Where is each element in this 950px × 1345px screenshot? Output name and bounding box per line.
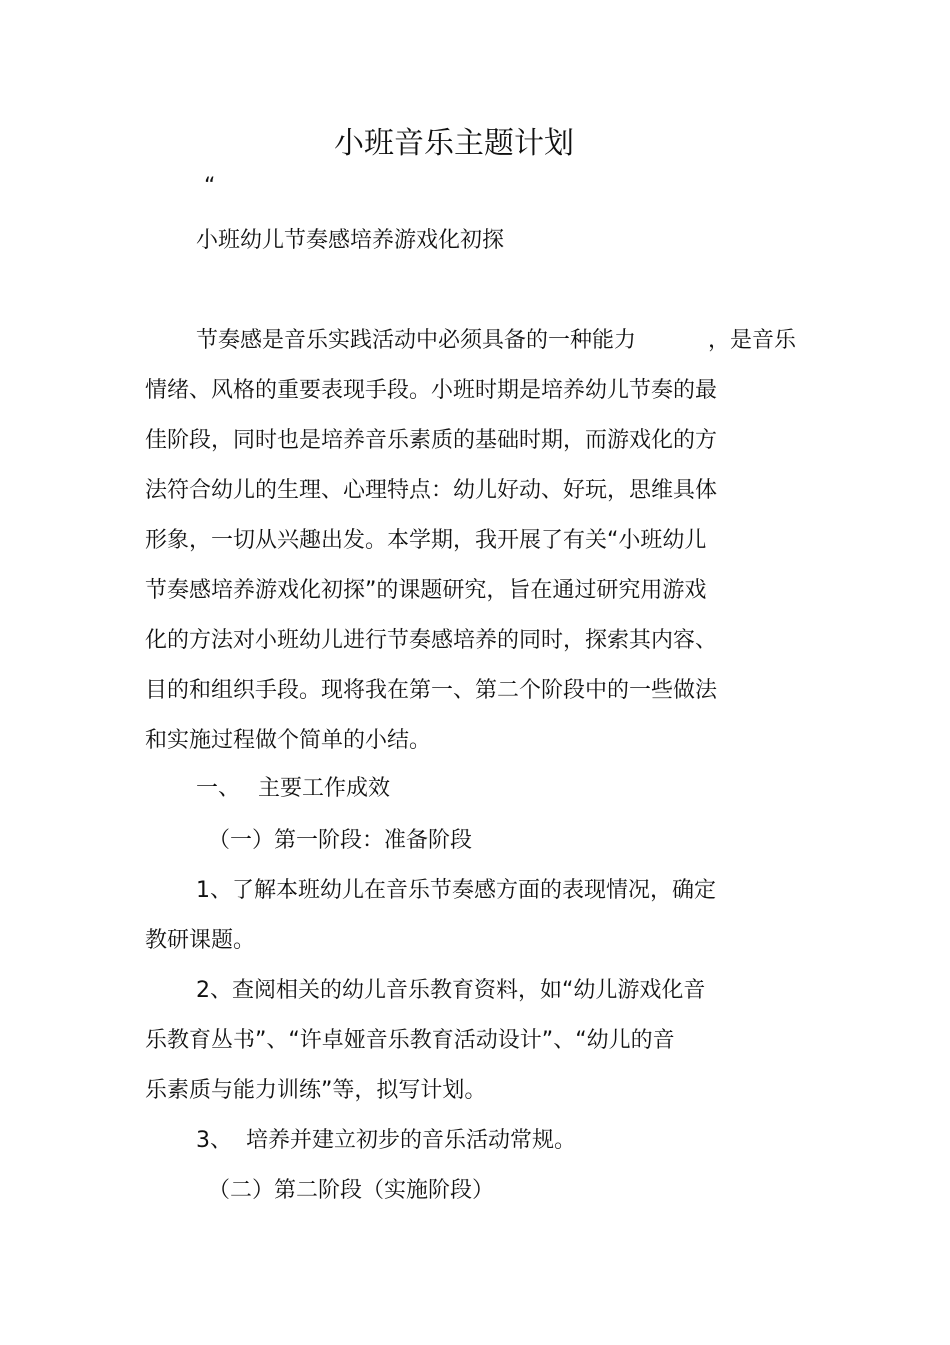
item-2-line-1: 2、查阅相关的幼儿音乐教育资料，如“幼儿游戏化音 bbox=[196, 978, 706, 1003]
intro-line-3: 佳阶段，同时也是培养音乐素质的基础时期，而游戏化的方 bbox=[145, 428, 718, 453]
intro-line-2: 情绪、风格的重要表现手段。小班时期是培养幼儿节奏的最 bbox=[145, 378, 718, 403]
item-3-number: 3、 bbox=[196, 1128, 232, 1153]
section-1-number: 一、 bbox=[196, 776, 241, 801]
intro-line-6: 节奏感培养游戏化初探”的课题研究，旨在通过研究用游戏 bbox=[145, 578, 707, 603]
intro-line-8: 目的和组织手段。现将我在第一、第二个阶段中的一些做法 bbox=[145, 678, 718, 703]
stage-1-heading: （一）第一阶段：准备阶段 bbox=[208, 828, 473, 853]
intro-line-5: 形象，一切从兴趣出发。本学期，我开展了有关“小班幼儿 bbox=[145, 528, 707, 553]
intro-line-1b: ，是音乐 bbox=[708, 328, 797, 353]
intro-line-1a: 节奏感是音乐实践活动中必须具备的一种能力 bbox=[196, 328, 637, 353]
intro-line-9: 和实施过程做个简单的小结。 bbox=[145, 728, 432, 753]
section-1-heading: 主要工作成效 bbox=[258, 776, 391, 801]
item-3-text: 培养并建立初步的音乐活动常规。 bbox=[246, 1128, 577, 1153]
intro-line-7: 化的方法对小班幼儿进行节奏感培养的同时，探索其内容、 bbox=[145, 628, 718, 653]
document-subtitle: 小班幼儿节奏感培养游戏化初探 bbox=[196, 228, 505, 253]
item-2-line-2: 乐教育丛书”、“许卓娅音乐教育活动设计”、“幼儿的音 bbox=[145, 1028, 675, 1053]
item-1-line-2: 教研课题。 bbox=[145, 928, 256, 953]
item-1-line-1: 1、了解本班幼儿在音乐节奏感方面的表现情况，确定 bbox=[196, 878, 716, 903]
item-2-line-3: 乐素质与能力训练”等，拟写计划。 bbox=[145, 1078, 487, 1103]
stage-2-heading: （二）第二阶段（实施阶段） bbox=[208, 1178, 495, 1203]
quote-mark: “ bbox=[204, 174, 216, 199]
document-title: 小班音乐主题计划 bbox=[334, 126, 574, 161]
intro-line-4: 法符合幼儿的生理、心理特点：幼儿好动、好玩，思维具体 bbox=[145, 478, 718, 503]
